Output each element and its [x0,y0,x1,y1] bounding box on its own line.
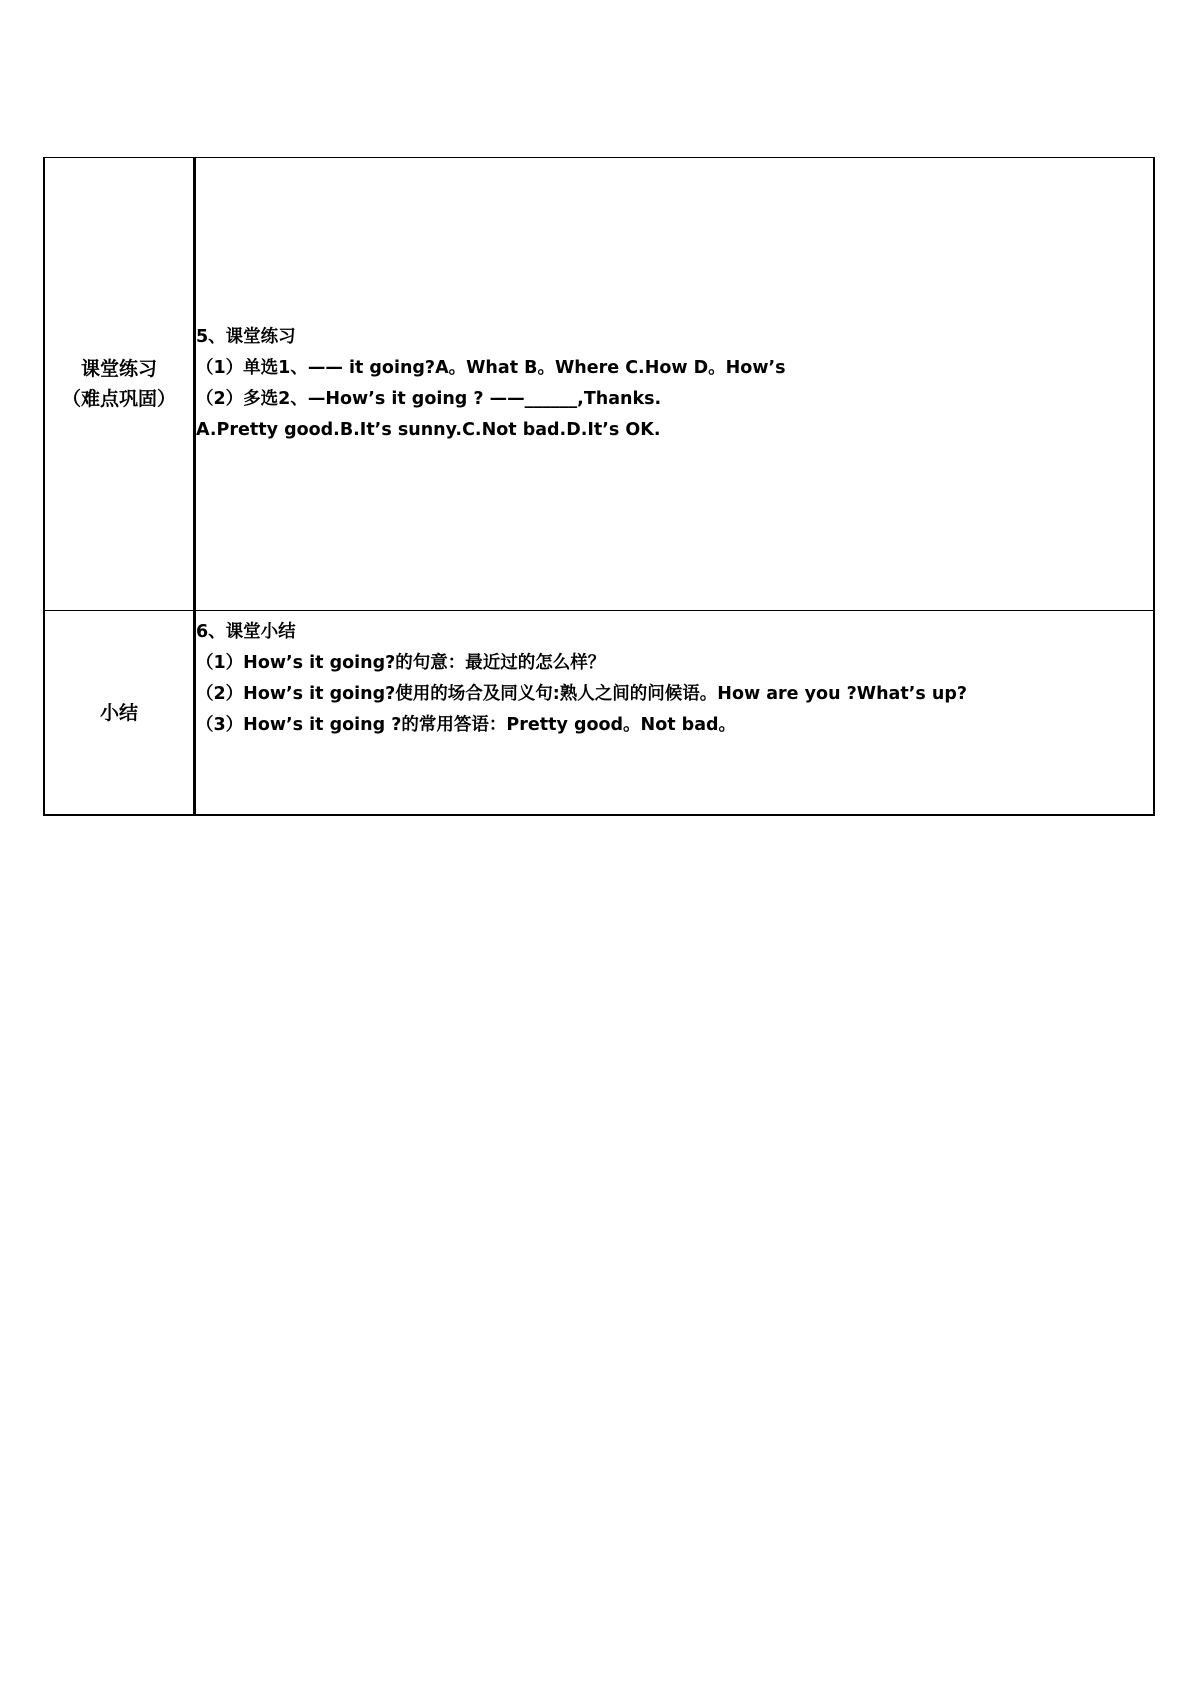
summary-point-3: （3）How’s it going ?的常用答语：Pretty good。Not bad。 [196,715,737,735]
practice-question-2-options: A.Pretty good.B.It’s sunny.C.Not bad.D.It’s OK. [196,420,661,440]
summary-content-cell [195,611,1155,816]
practice-question-1: （1）单选1、—— it going?A。What B。Where C.How D。How’s [196,358,786,378]
summary-label: 小结 [99,701,138,724]
practice-heading: 5、课堂练习 [196,327,296,347]
practice-label-cell [44,158,195,611]
summary-point-1: （1）How’s it going?的句意：最近过的怎么样？ [196,653,606,673]
practice-sublabel: （难点巩固） [61,388,176,410]
summary-point-2: （2）How’s it going?使用的场合及同义句:熟人之间的问候语。How are you ?What’s up? [196,684,967,704]
summary-heading: 6、课堂小结 [196,622,296,642]
practice-row [44,158,1154,611]
practice-label: 课堂练习 [80,358,157,380]
summary-row [44,611,1154,816]
summary-label-cell [44,611,195,816]
practice-content-cell [195,158,1155,611]
practice-question-2: （2）多选2、—How’s it going ? ——______,Thanks. [196,389,662,409]
lesson-plan-table [43,157,1155,816]
